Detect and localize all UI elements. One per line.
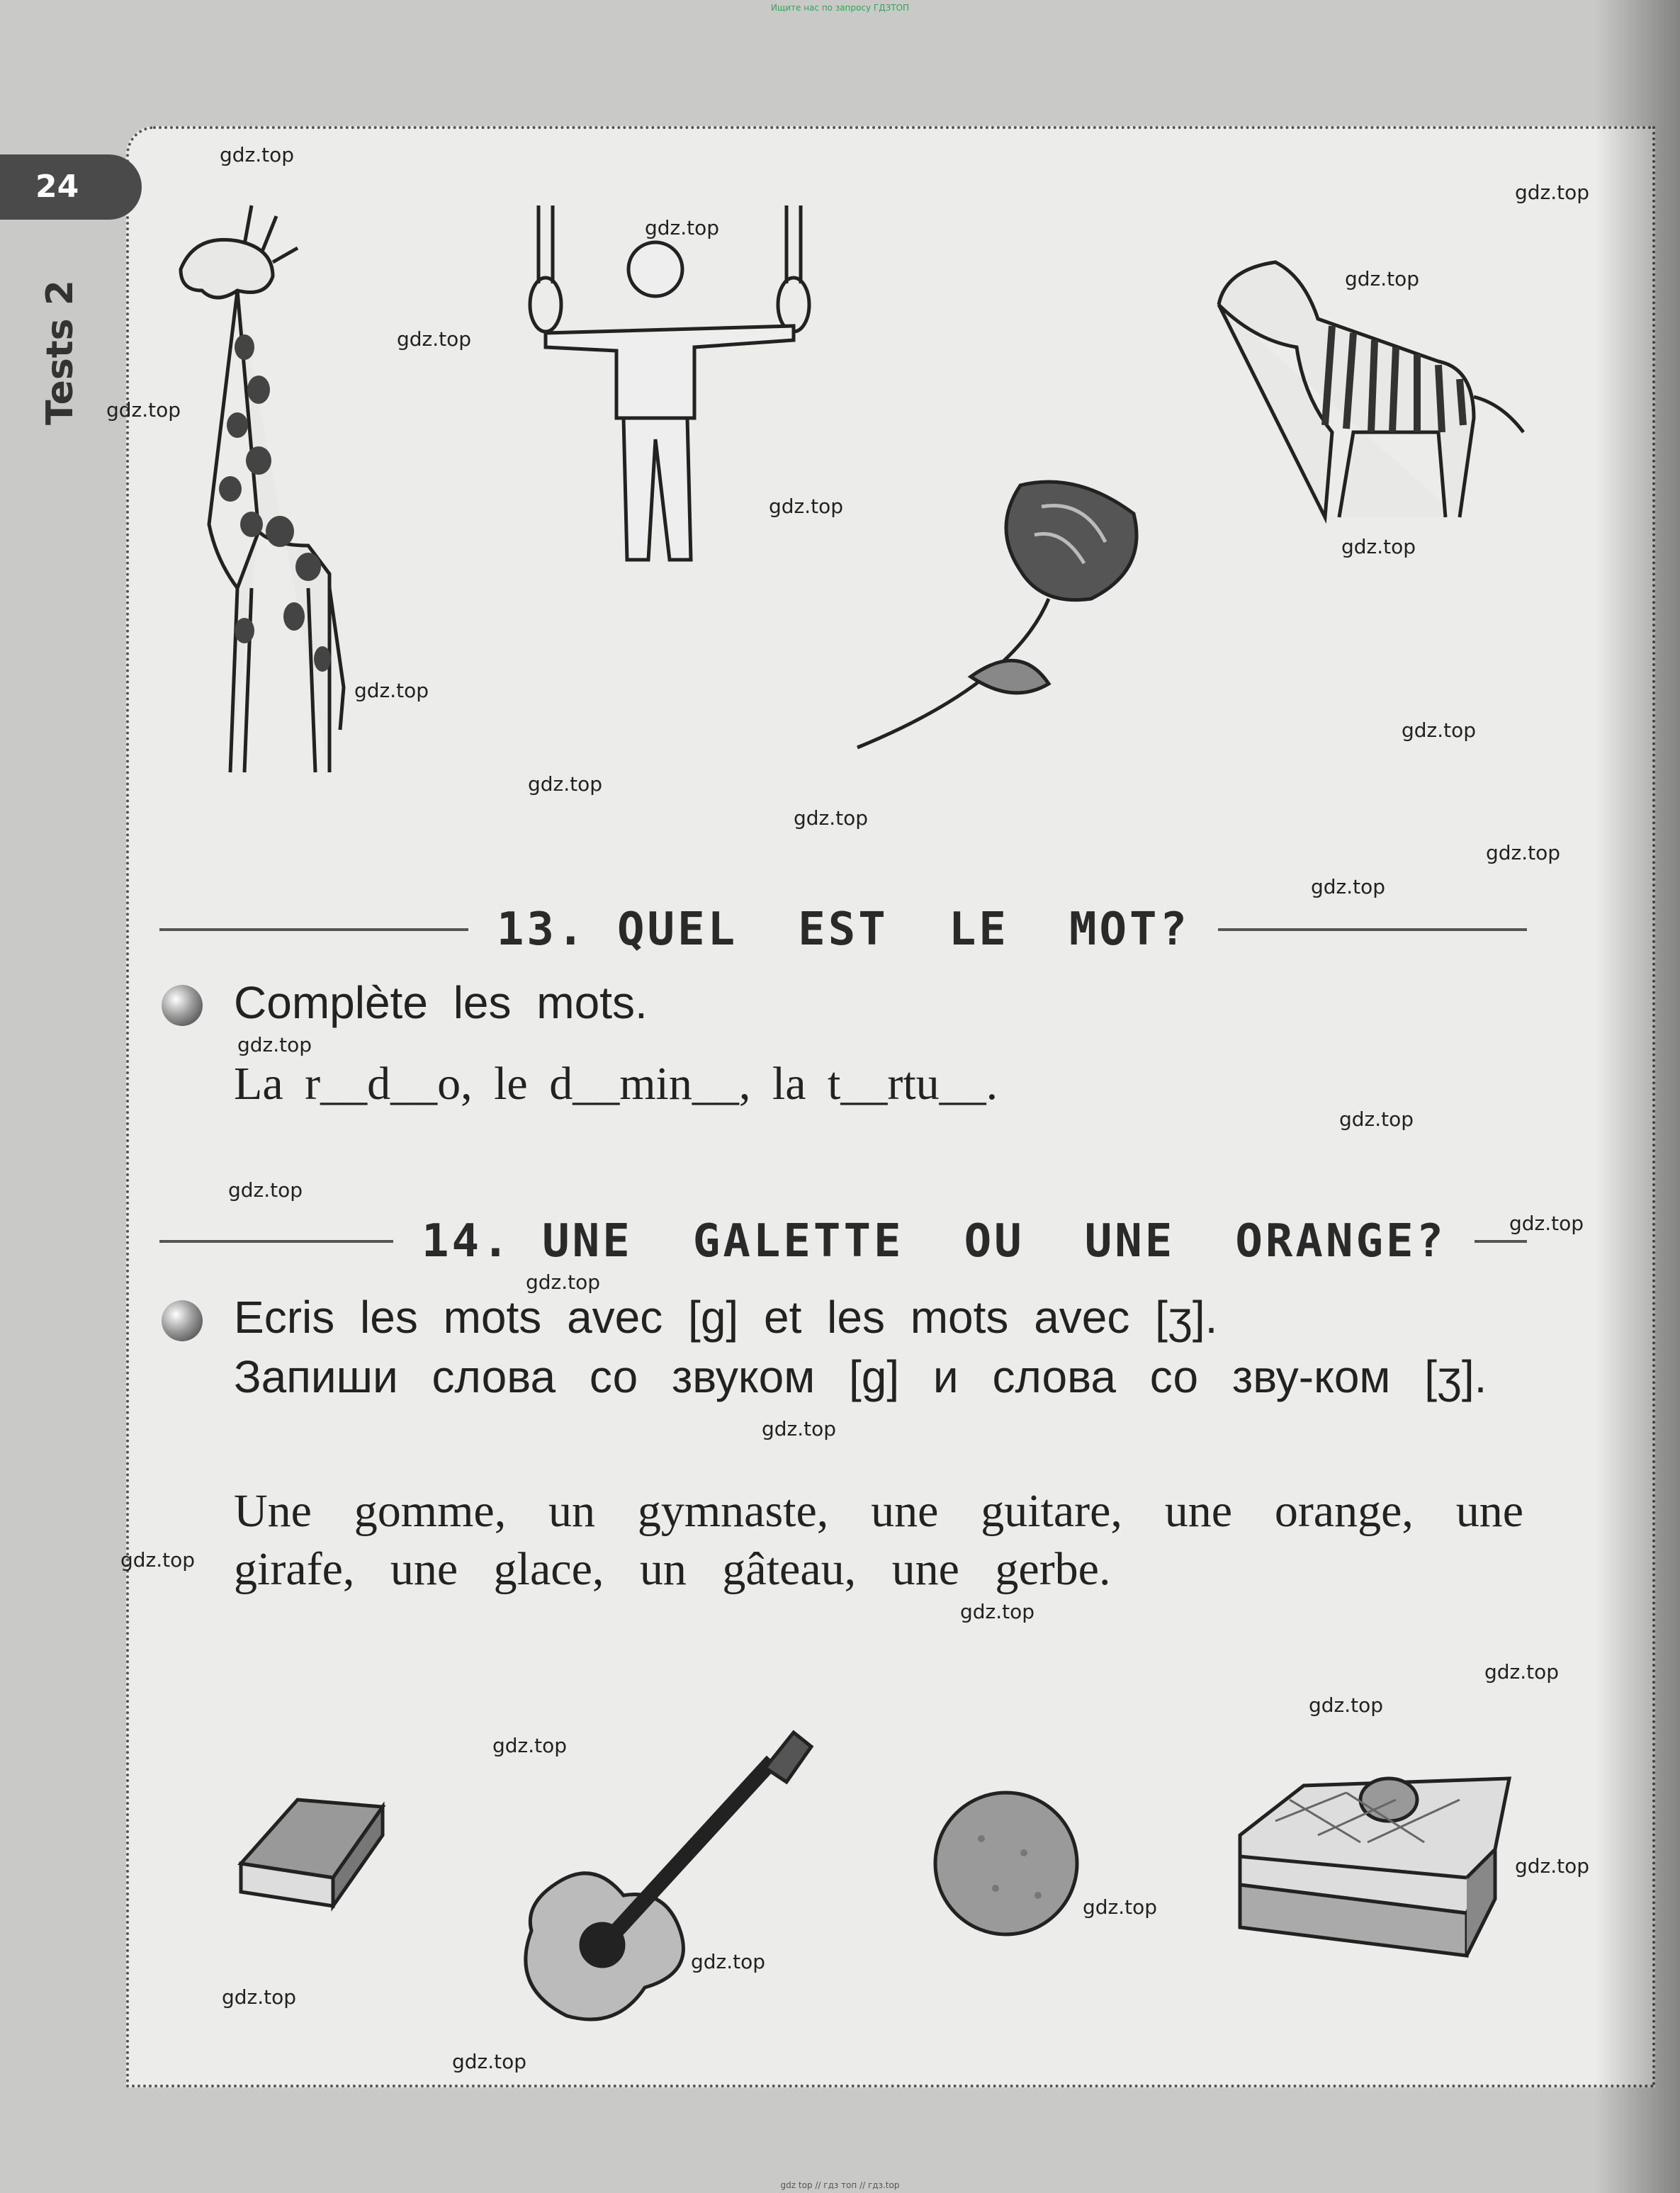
watermark: gdz.top (1309, 1693, 1384, 1717)
bottom-note: gdz top // гдз топ // гдз.top (780, 2180, 900, 2190)
watermark: gdz.top (492, 1734, 568, 1757)
watermark: gdz.top (354, 679, 429, 702)
heading-rule-right (1475, 1240, 1527, 1243)
section-14-title: 14. UNE GALETTE OU UNE ORANGE? (422, 1215, 1447, 1268)
section-13-instruction: Complète les mots. (234, 977, 648, 1028)
top-note: Ищите нас по запросу ГДЗТОП (770, 3, 910, 13)
watermark: gdz.top (220, 143, 295, 167)
section-14-instruction-fr: Ecris les mots avec [g] et les mots avec [ʒ]. (234, 1292, 1218, 1343)
zebra-illustration (1212, 220, 1530, 531)
section-13-title: 13. QUEL EST LE MOT? (496, 903, 1190, 956)
watermark: gdz.top (397, 327, 472, 351)
watermark: gdz.top (1311, 875, 1386, 898)
watermark: gdz.top (1402, 718, 1477, 742)
book-spine-shadow (1595, 0, 1680, 2193)
section-13-exercise: La r__d__o, le d__min__, la t__rtu__. (234, 1058, 998, 1110)
section-14-heading (159, 1215, 1527, 1268)
giraffe-illustration (152, 191, 365, 794)
page-number: 24 (35, 169, 79, 205)
watermark: gdz.top (228, 1178, 303, 1202)
watermark: gdz.top (1515, 1854, 1590, 1878)
section-13-heading (159, 903, 1527, 956)
watermark: gdz.top (528, 772, 603, 796)
bullet-icon (162, 1300, 203, 1341)
watermark: gdz.top (645, 216, 720, 239)
watermark: gdz.top (762, 1417, 837, 1441)
watermark: gdz.top (1484, 1660, 1560, 1684)
bullet-icon (162, 985, 203, 1026)
rose-illustration (850, 471, 1148, 755)
watermark: gdz.top (769, 495, 844, 518)
watermark: gdz.top (1509, 1212, 1584, 1235)
orange-illustration (925, 1782, 1088, 1945)
watermark: gdz.top (691, 1950, 766, 1973)
cake-illustration (1233, 1736, 1516, 1963)
heading-rule-left (159, 1240, 393, 1243)
page-number-tab (0, 154, 142, 220)
watermark: gdz.top (1486, 841, 1561, 864)
section-14-instruction-ru: Запиши слова со звуком [g] и слова со зву-ком [ʒ]. (234, 1351, 1487, 1402)
watermark: gdz.top (794, 806, 869, 830)
eraser-illustration (234, 1778, 390, 1920)
watermark: gdz.top (106, 398, 181, 422)
watermark: gdz.top (1515, 181, 1590, 204)
guitar-illustration (510, 1718, 815, 2030)
watermark: gdz.top (222, 1985, 297, 2009)
watermark: gdz.top (960, 1600, 1035, 1623)
heading-rule-left (159, 928, 468, 931)
watermark: gdz.top (1341, 535, 1416, 558)
section-14-word-list: Une gomme, un gymnaste, une guitare, une orange, une girafe, une glace, un gâteau, une gerbe. (234, 1485, 1523, 1595)
watermark: gdz.top (1339, 1107, 1414, 1131)
watermark: gdz.top (1345, 267, 1420, 291)
watermark: gdz.top (452, 2050, 527, 2073)
watermark: gdz.top (1083, 1895, 1158, 1919)
gymnast-illustration (503, 205, 829, 588)
side-label: Tests 2 (39, 280, 81, 425)
watermark: gdz.top (120, 1548, 196, 1572)
watermark: gdz.top (237, 1033, 312, 1056)
watermark: gdz.top (526, 1270, 601, 1294)
heading-rule-right (1218, 928, 1527, 931)
